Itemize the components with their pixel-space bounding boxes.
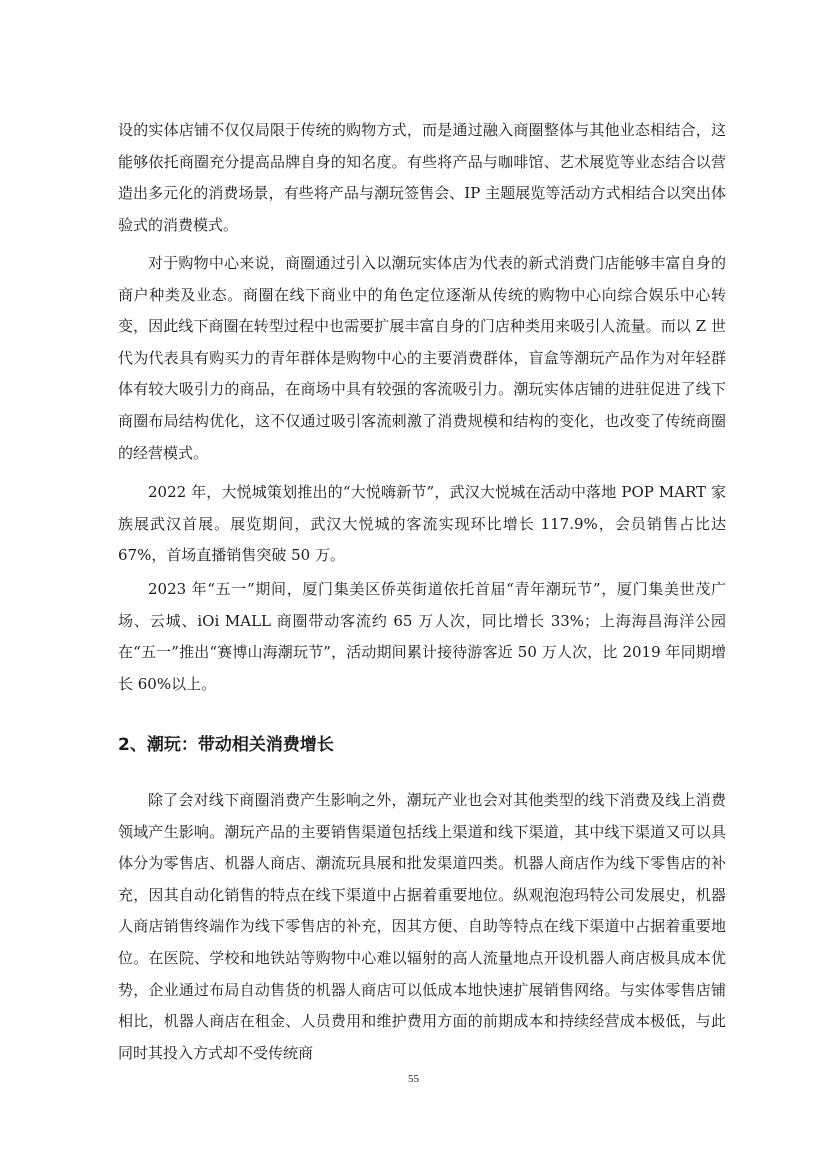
paragraph-continuation: 设的实体店铺不仅仅局限于传统的购物方式，而是通过融入商圈整体与其他业态相结合，这能够依托商圈充分提高品牌自身的知名度。有些将产品与咖啡馆、艺术展览等业态结合以营造出多元化的消费场景，有些将产品与潮玩签售会、IP 主题展览等活动方式相结合以突出体验式的消费模式。 (118, 121, 726, 234)
paragraph-may-day-2023: 2023 年“五一”期间，厦门集美区侨英街道依托首届“青年潮玩节”，厦门集美世茂广场、云城、iOi MALL 商圈带动客流约 65 万人次，同比增长 33%；上海海昌海洋公园在“五一”推出“赛博山海潮玩节”，活动期间累计接待游客近 50 万人次，比 2019 年同期增长 60%以上。 (118, 580, 726, 693)
section-heading: 2、潮玩：带动相关消费增长 (118, 735, 334, 755)
paragraph-sales-channels: 除了会对线下商圈消费产生影响之外，潮玩产业也会对其他类型的线下消费及线上消费领域产生影响。潮玩产品的主要销售渠道包括线上渠道和线下渠道，其中线下渠道又可以具体分为零售店、机器人商店、潮流玩具展和批发渠道四类。机器人商店作为线下零售店的补充，因其自动化销售的特点在线下渠道中占据着重要地位。纵观泡泡玛特公司发展史，机器人商店销售终端作为线下零售店的补充，因其方便、自助等特点在线下渠道中占据着重要地位。在医院、学校和地铁站等购物中心难以辐射的高人流量地点开设机器人商店极具成本优势，企业通过布局自动售货的机器人商店可以低成本地快速扩展销售网络。与实体零售店铺相比，机器人商店在租金、人员费用和维护费用方面的前期成本和持续经营成本极低，与此同时其投入方式却不受传统商 (118, 791, 726, 1062)
paragraph-joy-city-2022: 2022 年，大悦城策划推出的“大悦嗨新节”，武汉大悦城在活动中落地 POP MART 家族展武汉首展。展览期间，武汉大悦城的客流实现环比增长 117.9%，会员销售占比达 67%，首场直播销售突破 50 万。 (118, 483, 726, 565)
paragraph-shopping-center: 对于购物中心来说，商圈通过引入以潮玩实体店为代表的新式消费门店能够丰富自身的商户种类及业态。商圈在线下商业中的角色定位逐渐从传统的购物中心向综合娱乐中心转变，因此线下商圈在转型过程中也需要扩展丰富自身的门店种类用来吸引人流量。而以 Z 世代为代表具有购买力的青年群体是购物中心的主要消费群体，盲盒等潮玩产品作为对年轻群体有较大吸引力的商品，在商场中具有较强的客流吸引力。潮玩实体店铺的进驻促进了线下商圈布局结构优化，这不仅通过吸引客流刺激了消费规模和结构的变化，也改变了传统商圈的经营模式。 (118, 254, 726, 462)
page-number: 55 (408, 1073, 419, 1085)
